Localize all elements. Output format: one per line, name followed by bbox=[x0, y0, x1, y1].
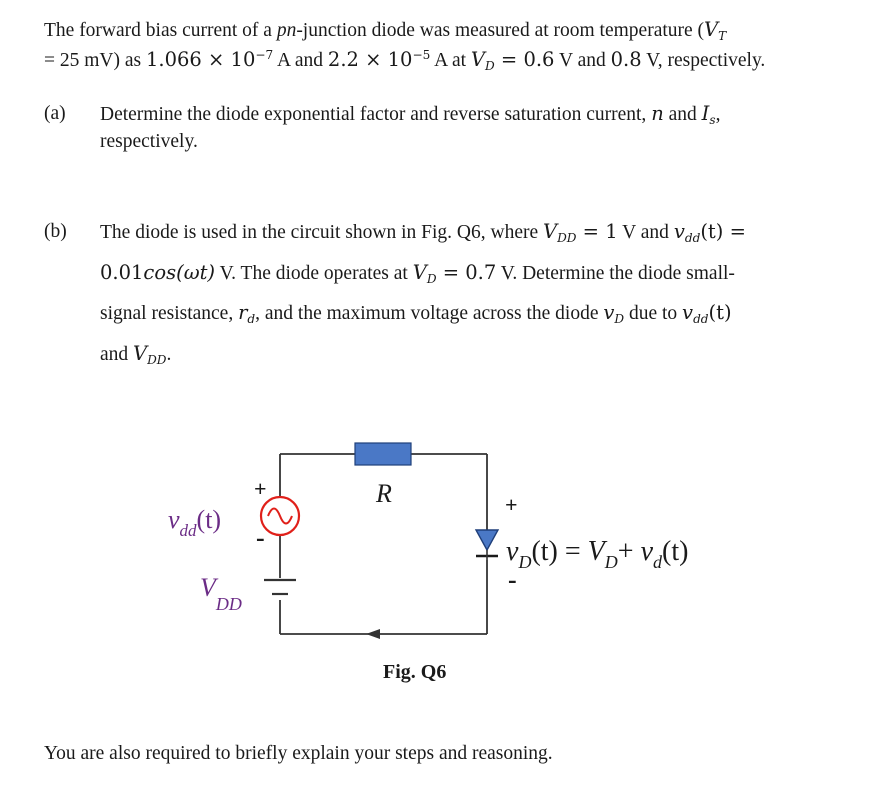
intro-line-1: The forward bias current of a pn-junction diode was measured at room temperature ($V_T$ bbox=[44, 18, 727, 44]
intro-line-2: = 25 mV) as $1.066 \times 10^{-7}$ A and $2.2 \times 10^{-5}$ A at $V_D = 0.6$ V and 0.8 V, respectively. bbox=[44, 47, 766, 74]
part-b-line-4: and $V_{DD}$. bbox=[100, 342, 172, 368]
resistor bbox=[355, 443, 411, 465]
diode-voltage-equation: $v_D(t) = V_D+ v_d(t)$ bbox=[506, 536, 689, 572]
source-plus-sign: + bbox=[254, 476, 267, 501]
part-b-label: (b) bbox=[44, 221, 67, 242]
closing-instruction: You are also required to briefly explain your steps and reasoning. bbox=[44, 743, 553, 764]
diode-minus-sign: - bbox=[508, 565, 517, 594]
diode-icon bbox=[476, 530, 498, 560]
part-b-line-2: 0.01cos(ωt) V. The diode operates at $V_D = 0.7$ V. Determine the diode small- bbox=[100, 261, 735, 287]
current-arrow-icon bbox=[366, 629, 380, 639]
source-minus-sign: - bbox=[256, 523, 265, 552]
figure-caption: Fig. Q6 bbox=[383, 661, 447, 683]
part-a-line-2: respectively. bbox=[100, 131, 198, 152]
source-label: $v_{dd}(t)$ bbox=[168, 505, 222, 540]
diode-plus-sign: + bbox=[505, 492, 518, 517]
battery-icon bbox=[264, 580, 296, 594]
part-b-line-1: The diode is used in the circuit shown in Fig. Q6, where $V_{DD} = 1$ V and $v_{dd}(t)$ = bbox=[100, 220, 746, 246]
part-b-line-3: signal resistance, $r_d$, and the maximum voltage across the diode $v_D$ due to $v_{dd}(t)$ bbox=[100, 301, 732, 327]
part-a-line-1: Determine the diode exponential factor and reverse saturation current, n and $I_s$, bbox=[100, 102, 721, 128]
resistor-label: R bbox=[376, 479, 392, 508]
part-a-label: (a) bbox=[44, 103, 66, 124]
dc-source-label: $V_{DD}$ bbox=[200, 573, 242, 614]
